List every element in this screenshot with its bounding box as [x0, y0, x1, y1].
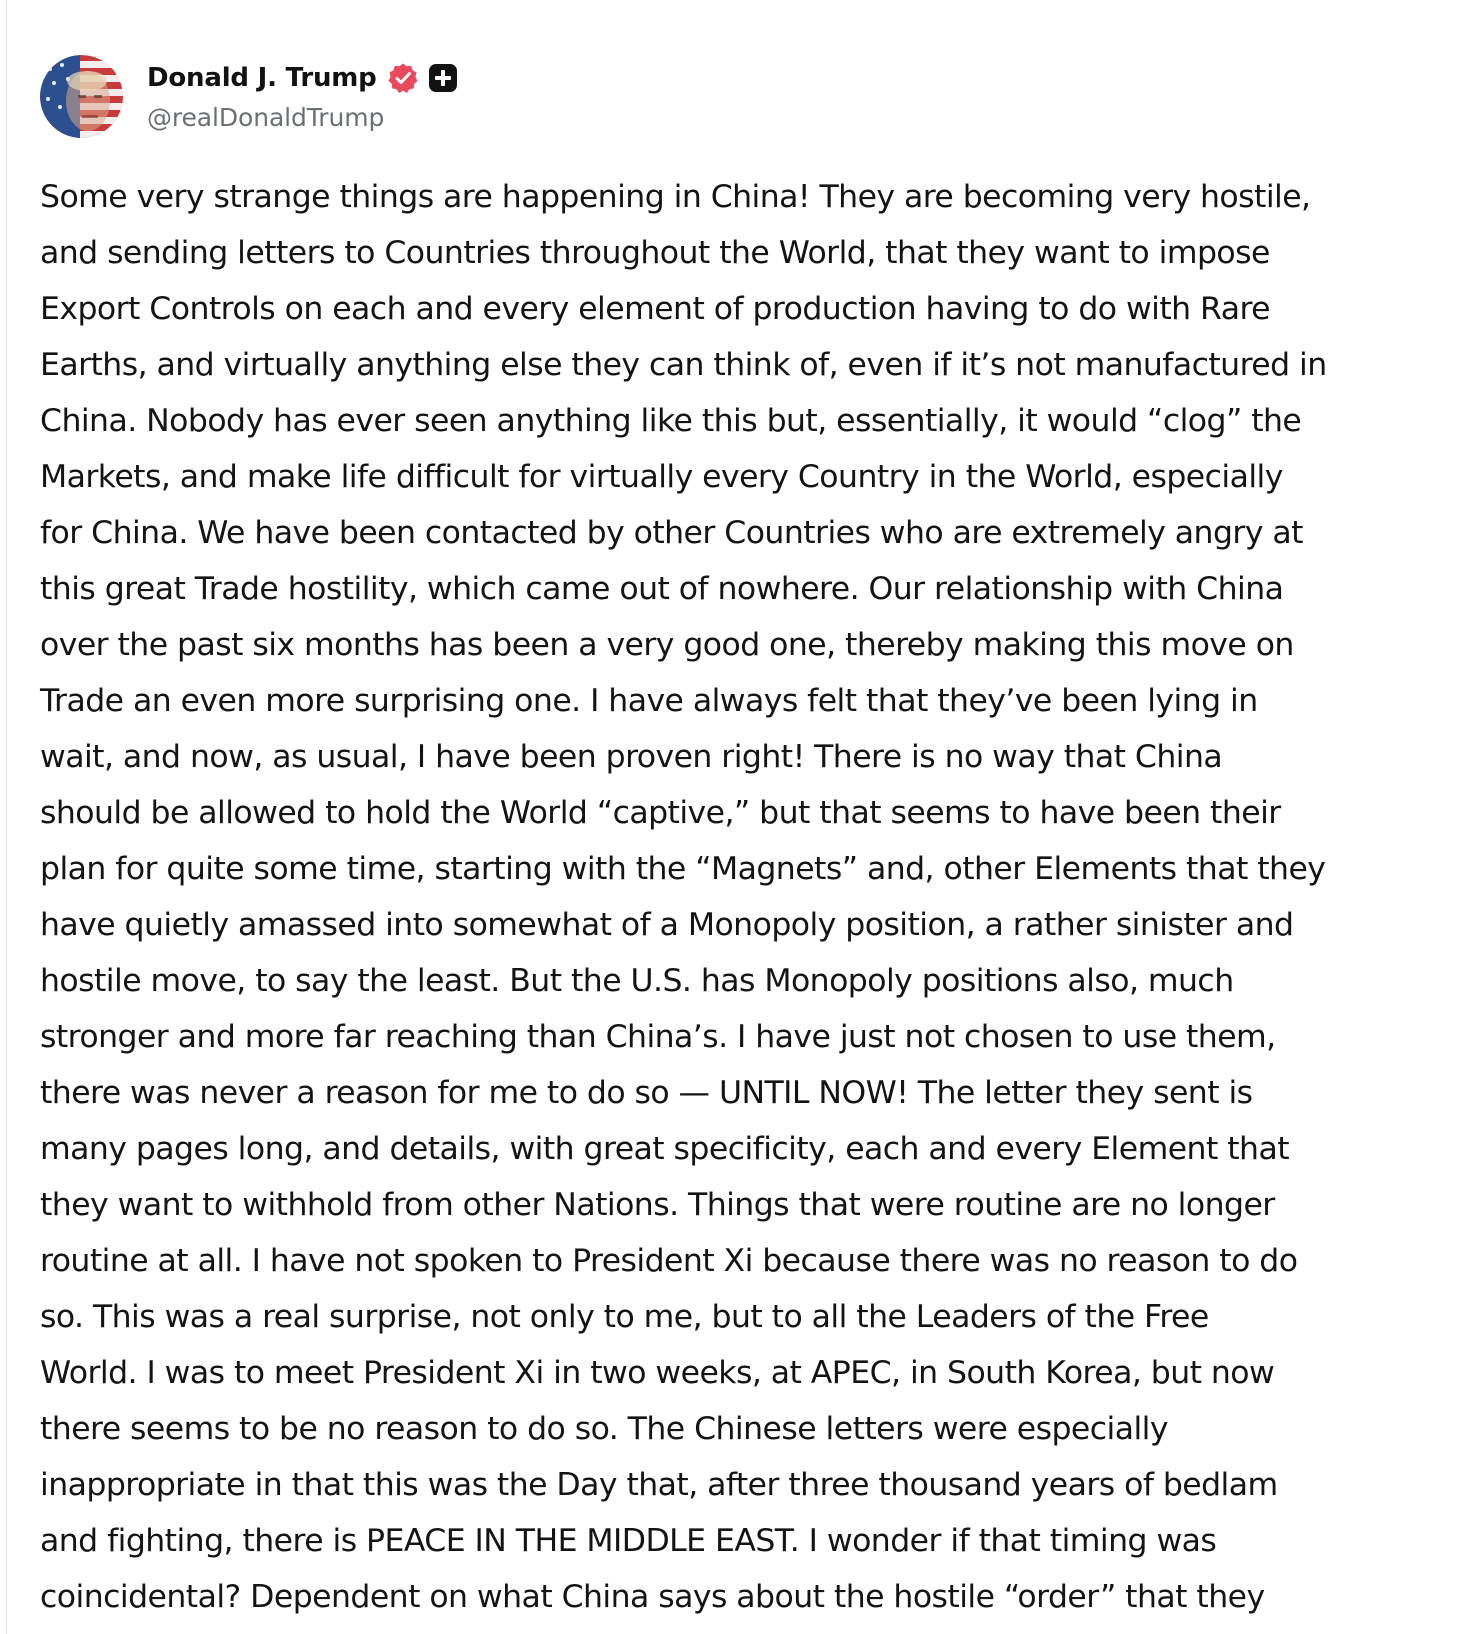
avatar[interactable]: [40, 55, 123, 138]
post-text-line: China. Nobody has ever seen anything like this but, essentially, it would “clog” the: [40, 403, 1302, 439]
post-text-line: plan for quite some time, starting with the “Magnets” and, other Elements that they: [40, 851, 1326, 887]
post-text-line: stronger and more far reaching than China’s. I have just not chosen to use them,: [40, 1019, 1276, 1055]
post-text-line: inappropriate in that this was the Day that, after three thousand years of bedlam: [40, 1467, 1278, 1503]
post-text-line: many pages long, and details, with great specificity, each and every Element that: [40, 1131, 1289, 1167]
post-text-line: so. This was a real surprise, not only to me, but to all the Leaders of the Free: [40, 1299, 1209, 1335]
post-text-line: Earths, and virtually anything else they can think of, even if it’s not manufactured in: [40, 347, 1327, 383]
author-display-name[interactable]: Donald J. Trump: [147, 63, 377, 93]
author-handle[interactable]: @realDonaldTrump: [147, 103, 385, 132]
post-text-line: should be allowed to hold the World “captive,” but that seems to have been their: [40, 795, 1281, 831]
author-meta: [147, 55, 459, 132]
post-text-line: over the past six months has been a very good one, thereby making this move on: [40, 627, 1294, 663]
author-name-row: [147, 61, 459, 95]
post-text-line: there seems to be no reason to do so. The Chinese letters were especially: [40, 1411, 1168, 1447]
post-header: [40, 55, 1458, 139]
post-text-line: hostile move, to say the least. But the U.S. has Monopoly positions also, much: [40, 963, 1234, 999]
post-text-line: there was never a reason for me to do so — UNTIL NOW! The letter they sent is: [40, 1075, 1253, 1111]
post-text-line: Export Controls on each and every element of production having to do with Rare: [40, 291, 1270, 327]
post-text-line: this great Trade hostility, which came out of nowhere. Our relationship with China: [40, 571, 1284, 607]
post-text: [40, 169, 1458, 1625]
verified-badge-icon: [387, 62, 419, 94]
avatar-image: [40, 55, 123, 138]
post-text-line: they want to withhold from other Nations. Things that were routine are no longer: [40, 1187, 1275, 1223]
post-text-line: and fighting, there is PEACE IN THE MIDDLE EAST. I wonder if that timing was: [40, 1523, 1217, 1559]
plus-badge-icon: [427, 62, 459, 94]
post-text-line: and sending letters to Countries throughout the World, that they want to impose: [40, 235, 1270, 271]
post-text-line: have quietly amassed into somewhat of a Monopoly position, a rather sinister and: [40, 907, 1294, 943]
left-divider: [6, 0, 7, 1634]
post-card: [40, 55, 1458, 139]
post-text-line: Some very strange things are happening in China! They are becoming very hostile,: [40, 179, 1311, 215]
post-text-line: wait, and now, as usual, I have been proven right! There is no way that China: [40, 739, 1223, 775]
post-text-line: Trade an even more surprising one. I have always felt that they’ve been lying in: [40, 683, 1258, 719]
post-text-line: for China. We have been contacted by other Countries who are extremely angry at: [40, 515, 1303, 551]
post-text-line: coincidental? Dependent on what China says about the hostile “order” that they: [40, 1579, 1265, 1615]
post-text-line: World. I was to meet President Xi in two weeks, at APEC, in South Korea, but now: [40, 1355, 1275, 1391]
post-text-line: Markets, and make life difficult for virtually every Country in the World, especially: [40, 459, 1283, 495]
post-text-line: routine at all. I have not spoken to President Xi because there was no reason to do: [40, 1243, 1298, 1279]
